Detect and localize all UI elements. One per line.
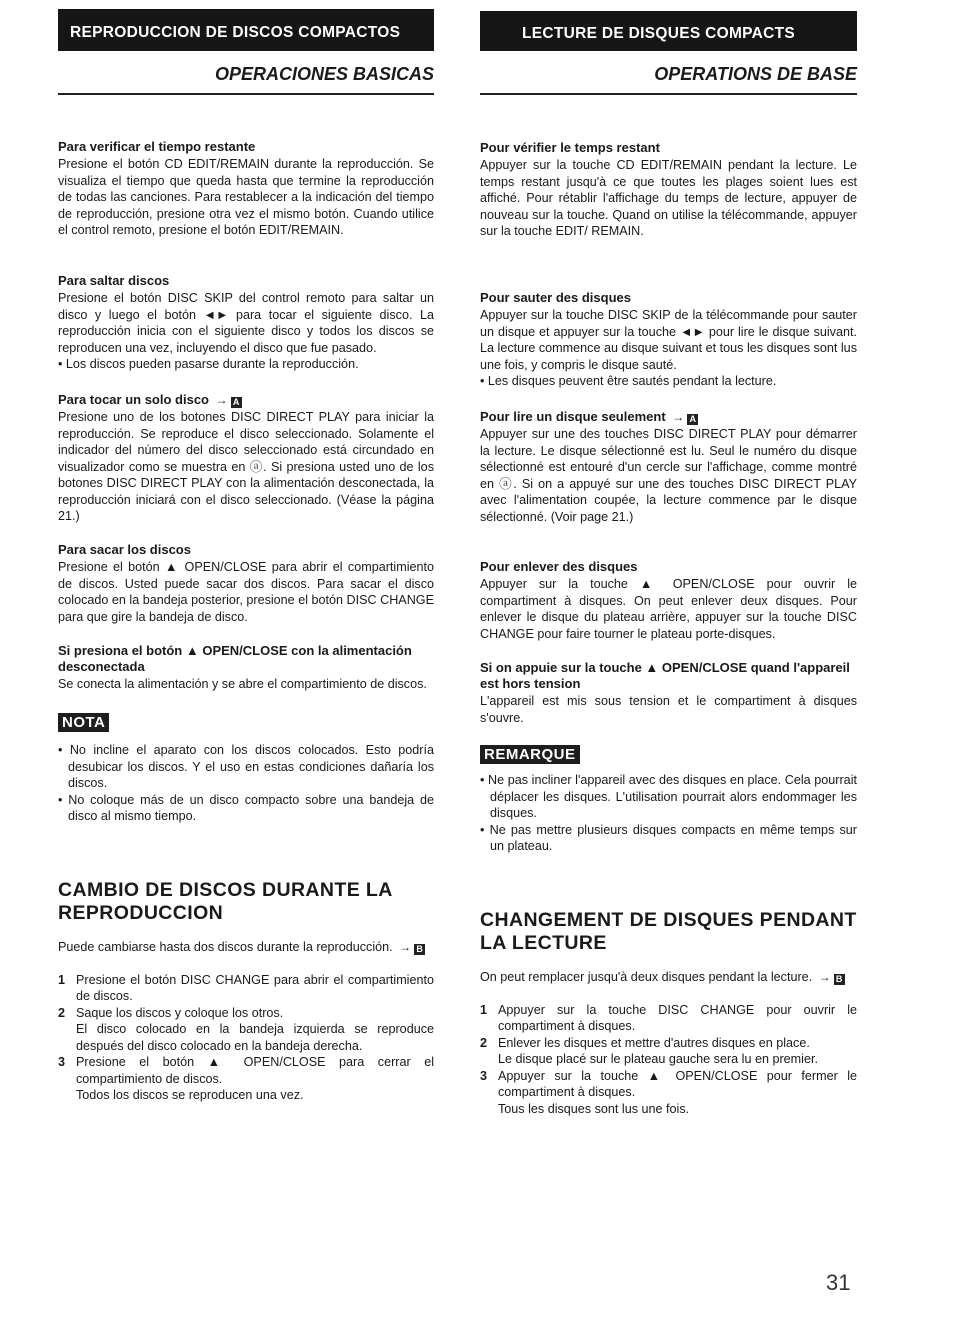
- spanish-column: [58, 0, 434, 1328]
- section-text: Se conecta la alimentación y se abre el compartimiento de discos.: [58, 677, 427, 691]
- arrow-right-icon: →: [672, 410, 685, 424]
- divider: [480, 93, 857, 95]
- section-text: Presione uno de los botones DISC DIRECT PLAY para iniciar la reproducción. Se reproduce el disco seleccionado. Solamente el indicador del número del disco seleccionado está circundado en visualizador como se muestra en ⓐ. Si presiona usted uno de los botones DISC DIRECT PLAY con la alimentación desconectada, la reproducción iniciará con el disco seleccionado. (Véase la página 21.): [58, 410, 434, 523]
- step-extra: El disco colocado en la bandeja izquierda se reproduce después del disco colocado en la bandeja derecha.: [76, 1022, 434, 1053]
- figure-ref-badge: B: [834, 974, 845, 985]
- heading-text: Pour lire un disque seulement: [480, 409, 666, 424]
- step-number: 3: [480, 1068, 488, 1083]
- step-number: 2: [480, 1035, 488, 1050]
- section-title: CAMBIO DE DISCOS DURANTE LA REPRODUCCION: [58, 879, 392, 924]
- change-discs-section: [480, 909, 857, 1117]
- single-disc-section: [480, 409, 857, 525]
- section-text: Appuyer sur la touche CD EDIT/REMAIN pendant la lecture. Le temps restant jusqu'à ce que toutes les plages soient lues est affiché. Pour rétablir l'affichage du temps de lecture, appuyer de nouveau sur la touche. Quand on utilise la télécommande, appuyer sur la touche EDIT/ REMAIN.: [480, 158, 857, 238]
- figure-ref-badge: A: [231, 397, 242, 408]
- section-text: Appuyer sur la touche ▲ OPEN/CLOSE pour ouvrir le compartiment à disques. On peut enlever deux disques. Pour enlever le disque du plateau arrière, appuyer sur la touche DISC CHANGE pour faire tourner le plateau porte-disques.: [480, 577, 857, 641]
- step-item: [480, 1068, 857, 1118]
- bullet-text: Les disques peuvent être sautés pendant la lecture.: [487, 374, 777, 388]
- step-number: 1: [58, 972, 66, 987]
- section-subtitle: OPERACIONES BASICAS: [214, 64, 434, 84]
- skip-discs-section: [480, 290, 857, 390]
- note-section: [58, 713, 434, 825]
- step-item: [58, 1005, 434, 1055]
- bullet-item: • Ne pas incliner l'appareil avec des disques en place. Cela pourrait déplacer les disques. L'utilisation pourrait alors endommager les disques.: [480, 773, 857, 820]
- intro-sentence: On peut remplacer jusqu'à deux disques pendant la lecture.: [480, 970, 813, 984]
- section-heading: Para saltar discos: [58, 273, 170, 288]
- section-heading: Para sacar los discos: [58, 542, 191, 557]
- step-text: Presione el botón ▲ OPEN/CLOSE para cerrar el compartimiento de discos.: [76, 1055, 434, 1086]
- section-title: CHANGEMENT DE DISQUES PENDANT LA LECTURE: [480, 909, 857, 954]
- bullet-text: No coloque más de un disco compacto sobre una bandeja de disco al mismo tiempo.: [68, 792, 434, 823]
- heading-text: Para tocar un solo disco: [58, 392, 209, 407]
- power-off-section: [58, 643, 434, 693]
- section-subtitle: OPERATIONS DE BASE: [654, 64, 857, 84]
- section-heading: Para verificar el tiempo restante: [58, 139, 256, 154]
- section-text: L'appareil est mis sous tension et le compartiment à disques s'ouvre.: [480, 694, 857, 725]
- skip-discs-section: [58, 273, 434, 373]
- section-heading: Si presiona el botón ▲ OPEN/CLOSE con la alimentación desconectada: [58, 643, 412, 674]
- arrow-right-icon: →: [818, 970, 831, 984]
- step-item: [480, 1002, 857, 1035]
- section-heading: [480, 409, 857, 425]
- step-number: 1: [480, 1002, 488, 1017]
- section-heading: Si on appuie sur la touche ▲ OPEN/CLOSE quand l'appareil est hors tension: [480, 660, 850, 691]
- section-text: Presione el botón DISC SKIP del control remoto para saltar un disco y luego el botón ◄► para tocar el siguiente disco. La reproducción inicia con el siguiente disco y todos los discos se reproducen una vez, incluyendo el disco que fue pasado.: [58, 291, 434, 355]
- remove-discs-section: [480, 559, 857, 642]
- arrow-right-icon: →: [399, 940, 412, 954]
- divider: [58, 93, 434, 95]
- section-banner: LECTURE DE DISQUES COMPACTS: [480, 11, 857, 51]
- note-section: [480, 745, 857, 855]
- section-text: Appuyer sur la touche DISC SKIP de la télécommande pour sauter un disque et appuyer sur la touche ◄► pour lire le disque suivant. La lecture commence au disque suivant et tous les disques sont lus une fois, y compris le disque sauté.: [480, 308, 857, 372]
- change-discs-section: [58, 879, 434, 1104]
- section-text: Presione el botón ▲ OPEN/CLOSE para abrir el compartimiento de discos. Usted puede sacar dos discos. Para sacar el disco colocado en la bandeja posterior, presione el botón DISC CHANGE para que gire la bandeja de disco.: [58, 560, 434, 624]
- bullet-item: • Ne pas mettre plusieurs disques compacts en même temps sur un plateau.: [480, 822, 857, 853]
- bullet-item: • No coloque más de un disco compacto sobre una bandeja de disco al mismo tiempo.: [58, 792, 434, 823]
- bullet-item: • Los discos pueden pasarse durante la reproducción.: [58, 357, 359, 371]
- section-heading: Pour vérifier le temps restant: [480, 140, 660, 155]
- step-text: Appuyer sur la touche DISC CHANGE pour ouvrir le compartiment à disques.: [498, 1002, 857, 1033]
- figure-ref-badge: B: [414, 944, 425, 955]
- bullet-text: Ne pas incliner l'appareil avec des disques en place. Cela pourrait déplacer les disques. L'utilisation pourrait alors endommager les disques.: [488, 773, 857, 820]
- verify-time-section: [480, 140, 857, 240]
- step-number: 2: [58, 1005, 66, 1020]
- step-extra: Le disque placé sur le plateau gauche sera lu en premier.: [498, 1052, 818, 1066]
- bullet-text: Ne pas mettre plusieurs disques compacts en même temps sur un plateau.: [489, 822, 857, 853]
- section-heading: Pour sauter des disques: [480, 290, 631, 305]
- section-heading: Pour enlever des disques: [480, 559, 638, 574]
- french-column: [480, 0, 857, 1328]
- remove-discs-section: [58, 542, 434, 625]
- bullet-text: Los discos pueden pasarse durante la reproducción.: [65, 357, 359, 371]
- step-number: 3: [58, 1055, 66, 1069]
- note-badge: REMARQUE: [480, 745, 580, 764]
- figure-ref-badge: A: [687, 414, 698, 425]
- step-text: Enlever les disques et mettre d'autres disques en place.: [498, 1035, 810, 1050]
- step-item: [58, 1054, 434, 1104]
- single-disc-section: [58, 392, 434, 525]
- intro-text: [480, 969, 857, 986]
- step-text: Saque los discos y coloque los otros.: [76, 1005, 284, 1020]
- bullet-item: • Les disques peuvent être sautés pendant la lecture.: [480, 374, 777, 388]
- step-text: Presione el botón DISC CHANGE para abrir el compartimiento de discos.: [76, 972, 434, 1003]
- arrow-right-icon: →: [215, 393, 228, 407]
- section-text: Presione el botón CD EDIT/REMAIN durante la reproducción. Se visualiza el tiempo que queda hasta que termine la reproducción de todas las canciones. Para restablecer a la indicación del tiempo de reproducción, presione otra vez el mismo botón. Cuando utilice el control remoto, presione el botón EDIT/REMAIN.: [58, 157, 434, 237]
- intro-sentence: Puede cambiarse hasta dos discos durante la reproducción.: [58, 940, 393, 954]
- step-item: [58, 972, 434, 1005]
- intro-text: [58, 939, 434, 956]
- verify-time-section: [58, 139, 434, 239]
- step-extra: Tous les disques sont lus une fois.: [498, 1101, 690, 1116]
- bullet-item: • No incline el aparato con los discos colocados. Esto podría desubicar los discos. Y el uso en estas condiciones dañaría los discos.: [58, 743, 434, 790]
- bullet-text: No incline el aparato con los discos colocados. Esto podría desubicar los discos. Y el uso en estas condiciones dañaría los discos.: [68, 743, 434, 790]
- step-text: Appuyer sur la touche ▲ OPEN/CLOSE pour fermer le compartiment à disques.: [498, 1068, 857, 1099]
- step-extra: Todos los discos se reproducen una vez.: [76, 1088, 304, 1102]
- section-heading: [58, 392, 434, 408]
- section-banner: REPRODUCCION DE DISCOS COMPACTOS: [58, 9, 434, 51]
- section-text: Appuyer sur une des touches DISC DIRECT PLAY pour démarrer la lecture. Le disque sélectionné est lu. Seul le numéro du disque sélectionné est entouré d'un cercle sur l'affichage, comme montré en ⓐ. Si on a appuyé sur une des touches DISC DIRECT PLAY avec l'alimentation coupée, la lecture commence par le disque sélectionné. (Voir page 21.): [480, 427, 857, 524]
- step-item: [480, 1035, 857, 1068]
- note-badge: NOTA: [58, 713, 109, 732]
- page-number: 31: [826, 1270, 851, 1295]
- power-off-section: [480, 660, 857, 726]
